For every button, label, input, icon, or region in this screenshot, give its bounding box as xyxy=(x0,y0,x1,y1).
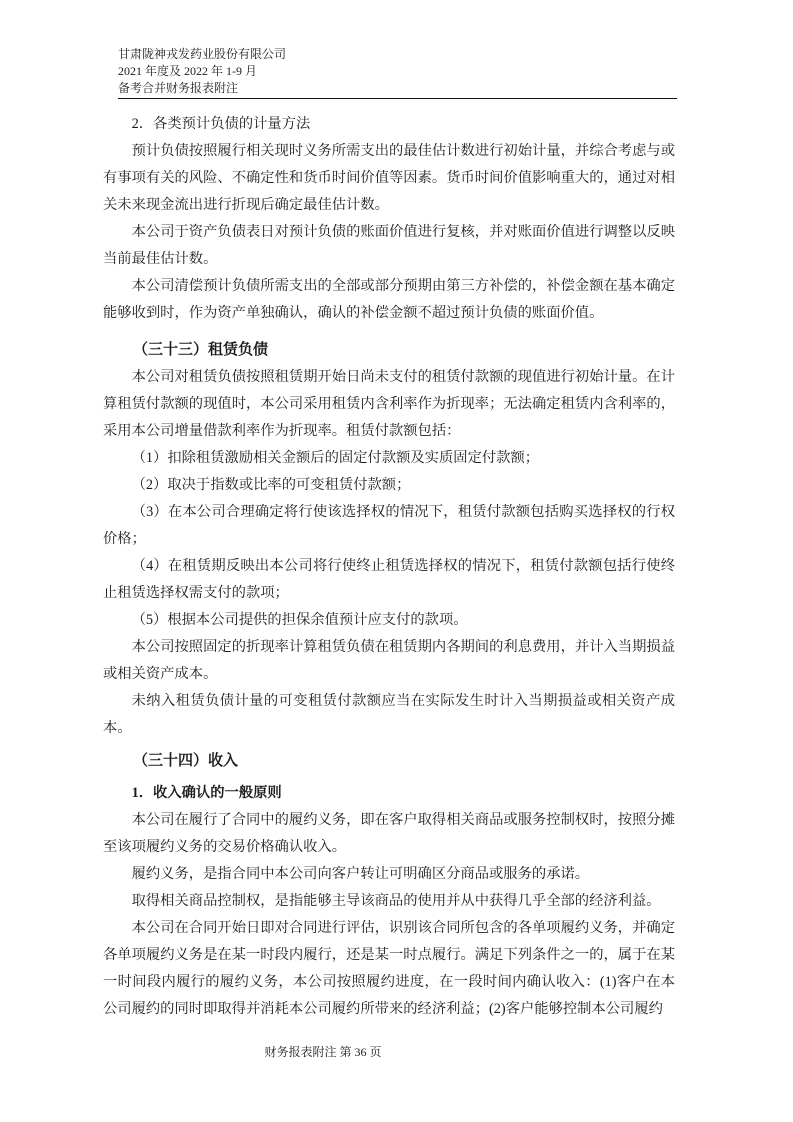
header-doc-title: 备考合并财务报表附注 xyxy=(118,81,239,95)
paragraph-contract-assessment: 本公司在合同开始日即对合同进行评估，识别该合同所包含的各单项履约义务，并确定各单项履约义务是在某一时段内履行，还是某一时点履行。满足下列条件之一的，属于在某一时间段内履行的履约义务，本公司按照履约进度，在一段时间内确认收入：(1)客户在本公司履约的同时即取得并消耗本公司履约所带来的经济利益；(2)客户能够控制本公司履约 xyxy=(103,920,675,1017)
page-footer xyxy=(0,1043,646,1061)
document-body xyxy=(103,111,675,1023)
lease-payment-item-3: （3）在本公司合理确定将行使该选择权的情况下，租赁付款额包括购买选择权的行权价格； xyxy=(103,504,675,547)
lease-payment-item-1: （1）扣除租赁激励相关金额后的固定付款额及实质固定付款额； xyxy=(131,450,540,466)
paragraph-lease-initial-measurement: 本公司对租赁负债按照租赁期开始日尚未支付的租赁付款额的现值进行初始计量。在计算租赁付款额的现值时，本公司采用租赁内含利率作为折现率；无法确定租赁内含利率的，采用本公司增量借款利率作为折现率。租赁付款额包括： xyxy=(103,369,675,439)
paragraph-revenue-recognition: 本公司在履行了合同中的履约义务，即在客户取得相关商品或服务控制权时，按照分摊至该项履约义务的交易价格确认收入。 xyxy=(103,812,675,855)
section-heading-revenue: （三十四）收入 xyxy=(133,753,239,769)
lease-payment-item-2: （2）取决于指数或比率的可变租赁付款额； xyxy=(131,477,411,493)
paragraph-lease-variable-payments: 未纳入租赁负债计量的可变租赁付款额应当在实际发生时计入当期损益或相关资产成本。 xyxy=(103,693,675,736)
header-company-name: 甘肃陇神戎发药业股份有限公司 xyxy=(118,47,287,61)
subheading-provision-measurement: 2．各类预计负债的计量方法 xyxy=(131,116,311,132)
paragraph-control-definition: 取得相关商品控制权，是指能够主导该商品的使用并从中获得几乎全部的经济利益。 xyxy=(131,893,661,909)
paragraph-provision-initial-measurement: 预计负债按照履行相关现时义务所需支出的最佳估计数进行初始计量，并综合考虑与或有事项有关的风险、不确定性和货币时间价值等因素。货币时间价值影响重大的，通过对相关未来现金流出进行折现后确定最佳估计数。 xyxy=(103,143,675,213)
paragraph-lease-interest-expense: 本公司按照固定的折现率计算租赁负债在租赁期内各期间的利息费用，并计入当期损益或相关资产成本。 xyxy=(103,639,675,682)
paragraph-performance-obligation-definition: 履约义务，是指合同中本公司向客户转让可明确区分商品或服务的承诺。 xyxy=(131,866,590,882)
paragraph-provision-review: 本公司于资产负债表日对预计负债的账面价值进行复核，并对账面价值进行调整以反映当前最佳估计数。 xyxy=(103,224,675,267)
section-heading-lease-liabilities: （三十三）租赁负债 xyxy=(133,342,269,358)
document-header xyxy=(118,46,793,97)
paragraph-provision-compensation: 本公司清偿预计负债所需支出的全部或部分预期由第三方补偿的，补偿金额在基本确定能够收到时，作为资产单独确认，确认的补偿金额不超过预计负债的账面价值。 xyxy=(103,278,675,321)
subheading-revenue-general-principle: 1．收入确认的一般原则 xyxy=(131,785,282,801)
lease-payment-item-4: （4）在租赁期反映出本公司将行使终止租赁选择权的情况下，租赁付款额包括行使终止租赁选择权需支付的款项； xyxy=(103,558,675,601)
header-report-period: 2021 年度及 2022 年 1-9 月 xyxy=(118,64,257,78)
lease-payment-item-5: （5）根据本公司提供的担保余值预计应支付的款项。 xyxy=(131,612,468,628)
footer-page-number: 财务报表附注 第 36 页 xyxy=(264,1045,382,1059)
header-divider-rule xyxy=(118,98,677,99)
